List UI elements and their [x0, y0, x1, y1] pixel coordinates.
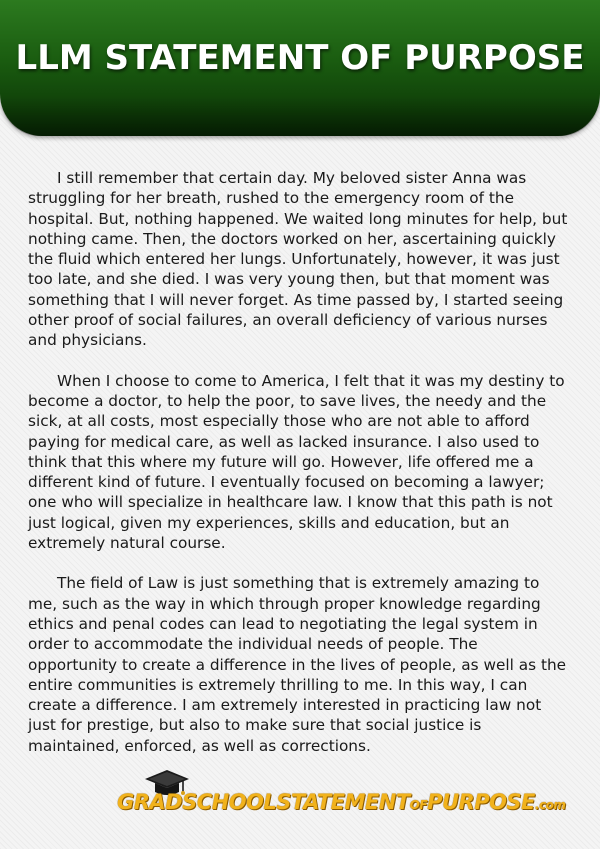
paragraph-3: The field of Law is just something that is extremely amazing to me, such as the way in which through proper knowledge regarding ethics and penal codes can lead to negotiating the legal system in order to accommodate the individual needs of people. The opportunity to create a difference in the lives of people, as well as the entire communities is extremely thrilling to me. In this way, I can create a difference. I am extremely interested in practicing law not just for prestige, but also to make sure that social justice is maintained, enforced, as well as corrections. — [28, 574, 567, 755]
logo-domain: .com — [534, 798, 566, 812]
logo-word-school: SCHOOL — [182, 790, 277, 814]
paragraph-1: I still remember that certain day. My beloved sister Anna was struggling for her breath, rushed to the emergency room of the hospital. But, nothing happened. We waited long minutes for help, but nothing came. Then, the doctors worked on her, ascertaining quickly the fluid which entered her lungs. Unfortunately, however, it was just too late, and she died. I was very young then, but that moment was something that I will never forget. As time passed by, I started seeing other proof of social failures, an overall deficiency of various nurses and physicians. — [28, 169, 568, 350]
paragraph-2: When I choose to come to America, I felt that it was my destiny to become a doctor, to help the poor, to save lives, the needy and the sick, at all costs, most especially those who are not able to afford paying for medical care, as well as lacked insurance. I also used to think that this where my future will go. However, life offered me a different kind of future. I eventually focused on becoming a lawyer; one who will specialize in healthcare law. I know that this path is not just logical, given my experiences, skills and education, but an extremely natural course. — [28, 371, 565, 553]
page-title: LLM STATEMENT OF PURPOSE — [15, 38, 585, 78]
logo-word-purpose: PURPOSE — [427, 790, 535, 814]
logo-word-of: OF — [409, 798, 428, 812]
site-logo — [117, 768, 566, 818]
logo-word-statement: STATEMENT — [276, 790, 410, 814]
logo-word-grad: GRAD — [117, 790, 183, 814]
document-body — [28, 168, 568, 776]
logo-wordmark — [117, 790, 565, 814]
header-banner — [0, 0, 600, 136]
